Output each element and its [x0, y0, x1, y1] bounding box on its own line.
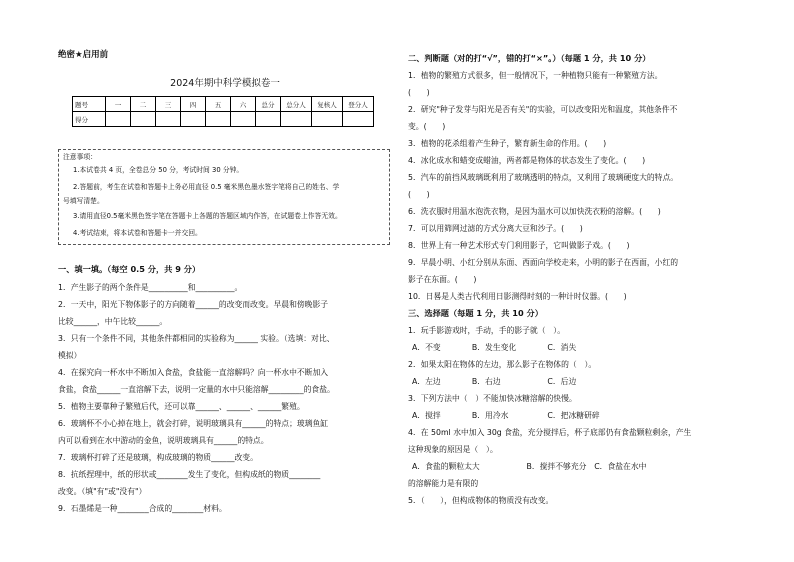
- score-cell: 总分: [256, 97, 281, 112]
- question-line: 比较______，中午比较______。: [58, 317, 168, 326]
- score-input-cell[interactable]: [156, 112, 181, 127]
- question-line: 5．汽车的前挡风玻璃既利用了玻璃透明的特点，又利用了玻璃硬度大的特点。: [408, 173, 679, 182]
- question-line: ( ): [408, 190, 430, 199]
- notice-box: [58, 149, 390, 245]
- question-line: 6．洗衣服时用温水泡洗衣物，是因为温水可以加快洗衣粉的溶解。( ): [408, 207, 661, 216]
- score-input-cell[interactable]: [106, 112, 131, 127]
- option-line: A．搅拌 B．用冷水 C．把冰糖研碎: [412, 411, 600, 420]
- question-line: 9．早晨小明、小红分别从东面、西面向学校走来，小明的影子在西面，小红的: [408, 258, 679, 267]
- question-line: 7．玻璃杯打碎了还是玻璃，构成玻璃的物质______改变。: [58, 453, 258, 462]
- question-line: 4．在探究向一杯水中不断加入食盐，食盐能一直溶解吗？向一杯水中不断加入: [58, 368, 329, 377]
- question-line: 1．玩手影游戏时，手动，手的影子就（ ）。: [408, 326, 565, 335]
- section-fill-heading: 一、填一填。（每空 0.5 分，共 9 分）: [58, 264, 201, 274]
- score-input-cell[interactable]: [181, 112, 206, 127]
- score-cell: 题号: [73, 97, 106, 112]
- score-input-cell[interactable]: [343, 112, 374, 127]
- option-line: 的溶解能力是有限的: [408, 479, 479, 488]
- question-line: 8．抗纸捏理中，纸的形状或________发生了变化，但构成纸的物质________: [58, 470, 321, 479]
- score-input-cell[interactable]: [256, 112, 281, 127]
- question-line: 4．在 50ml 水中加入 30g 食盐，充分搅拌后，杯子底部仍有食盐颗粒剩余，产生: [408, 428, 692, 437]
- question-line: 变。( ): [408, 122, 446, 131]
- question-line: 2．如果太阳在物体的左边，那么影子在物体的（ ）。: [408, 360, 597, 369]
- notice-item: 2.答题前，考生在试卷和答题卡上务必用直径 0.5 毫米黑色墨水签字笔将自己的姓名、学: [73, 183, 340, 191]
- option-line: A．左边 B．右边 C．后边: [412, 377, 577, 386]
- question-line: 影子在东面。( ): [408, 275, 477, 284]
- score-cell: 六: [231, 97, 256, 112]
- question-line: 10．日晷是人类古代利用日影测得时刻的一种计时仪器。( ): [408, 292, 627, 301]
- question-line: 5．（ ），但构成物体的物质没有改变。: [408, 496, 554, 505]
- question-line: 9．石墨烯是一种________合成的________材料。: [58, 504, 227, 513]
- score-table-header-row: [73, 97, 374, 112]
- score-cell: 二: [131, 97, 156, 112]
- question-line: 食盐，食盐______一直溶解下去，说明一定量的水中只能溶解_________的食盐。: [58, 385, 335, 394]
- score-input-cell[interactable]: [281, 112, 312, 127]
- question-line: 内可以看到在水中游动的金鱼，说明玻璃具有______的特点。: [58, 436, 269, 445]
- score-table-score-row: [73, 112, 374, 127]
- question-line: 5．植物主要靠种子繁殖后代，还可以靠______、______、______繁殖。: [58, 402, 305, 411]
- section-choice-heading: 三、选择题（每题 1 分，共 10 分）: [408, 308, 543, 318]
- score-cell: 四: [181, 97, 206, 112]
- score-input-cell[interactable]: [312, 112, 343, 127]
- notice-title: 注意事项：: [63, 153, 97, 161]
- notice-item: 号填写清楚。: [63, 197, 104, 205]
- score-cell: 一: [106, 97, 131, 112]
- score-input-cell[interactable]: [231, 112, 256, 127]
- score-cell: 总分人: [281, 97, 312, 112]
- score-input-cell[interactable]: [206, 112, 231, 127]
- score-cell: 得分: [73, 112, 106, 127]
- question-line: 7．可以用筛网过滤的方式分离大豆和沙子。( ): [408, 224, 583, 233]
- score-cell: 三: [156, 97, 181, 112]
- question-line: 3．只有一个条件不同，其他条件都相同的实验称为______ 实验。（选填：对比、: [58, 334, 335, 343]
- question-line: 2．研究"种子发芽与阳光是否有关"的实验，可以改变阳光和温度，其他条件不: [408, 105, 678, 114]
- question-line: 8．世界上有一种艺术形式专门利用影子，它叫做影子戏。( ): [408, 241, 630, 250]
- option-line: A．不变 B．发生变化 C．消失: [412, 343, 577, 352]
- question-line: ( ): [408, 88, 430, 97]
- section-judge-heading: 二、判断题（对的打“√”，错的打“×”。）（每题 1 分，共 10 分）: [408, 53, 651, 63]
- question-line: 3．植物的花杀组着产生种子，繁育新生命的作用。( ): [408, 139, 607, 148]
- score-cell: 登分人: [343, 97, 374, 112]
- page-title: 2024年期中科学模拟卷一: [170, 78, 280, 89]
- question-line: 2．一天中，阳光下物体影子的方向随着______的改变而改变。早晨和傍晚影子: [58, 300, 329, 309]
- option-line: A．食盐的颗粒太大 B．搅拌不够充分 C．食盐在水中: [412, 462, 647, 471]
- question-line: 3．下列方法中（ ）不能加快冰糖溶解的快慢。: [408, 394, 577, 403]
- confidential-mark: 绝密★启用前: [58, 50, 109, 60]
- score-cell: 五: [206, 97, 231, 112]
- question-line: 模拟）: [58, 351, 82, 360]
- score-table: [72, 96, 374, 127]
- question-line: 1．植物的繁殖方式很多，但一般情况下，一种植物只能有一种繁殖方法。: [408, 71, 663, 80]
- notice-item: 1.本试卷共 4 页，全卷总分 50 分，考试时间 30 分钟。: [73, 166, 244, 174]
- notice-item: 4.考试结束，将本试卷和答题卡一并交回。: [73, 229, 202, 237]
- question-line: 这种现象的原因是（ ）。: [408, 445, 498, 454]
- question-line: 4．冰化成水和蜡变成蜡油，两者都是物体的状态发生了变化。( ): [408, 156, 646, 165]
- score-input-cell[interactable]: [131, 112, 156, 127]
- question-line: 6．玻璃杯不小心掉在地上，就会打碎，说明玻璃具有______的特点；玻璃鱼缸: [58, 419, 329, 428]
- question-line: 1．产生影子的两个条件是__________和__________。: [58, 283, 243, 292]
- score-cell: 复核人: [312, 97, 343, 112]
- notice-item: 3.请用直径0.5毫米黑色签字笔在答题卡上各题的答题区域内作答，在试题卷上作答无效。: [73, 212, 342, 220]
- question-line: 改变。（填"有"或"没有"）: [58, 487, 147, 496]
